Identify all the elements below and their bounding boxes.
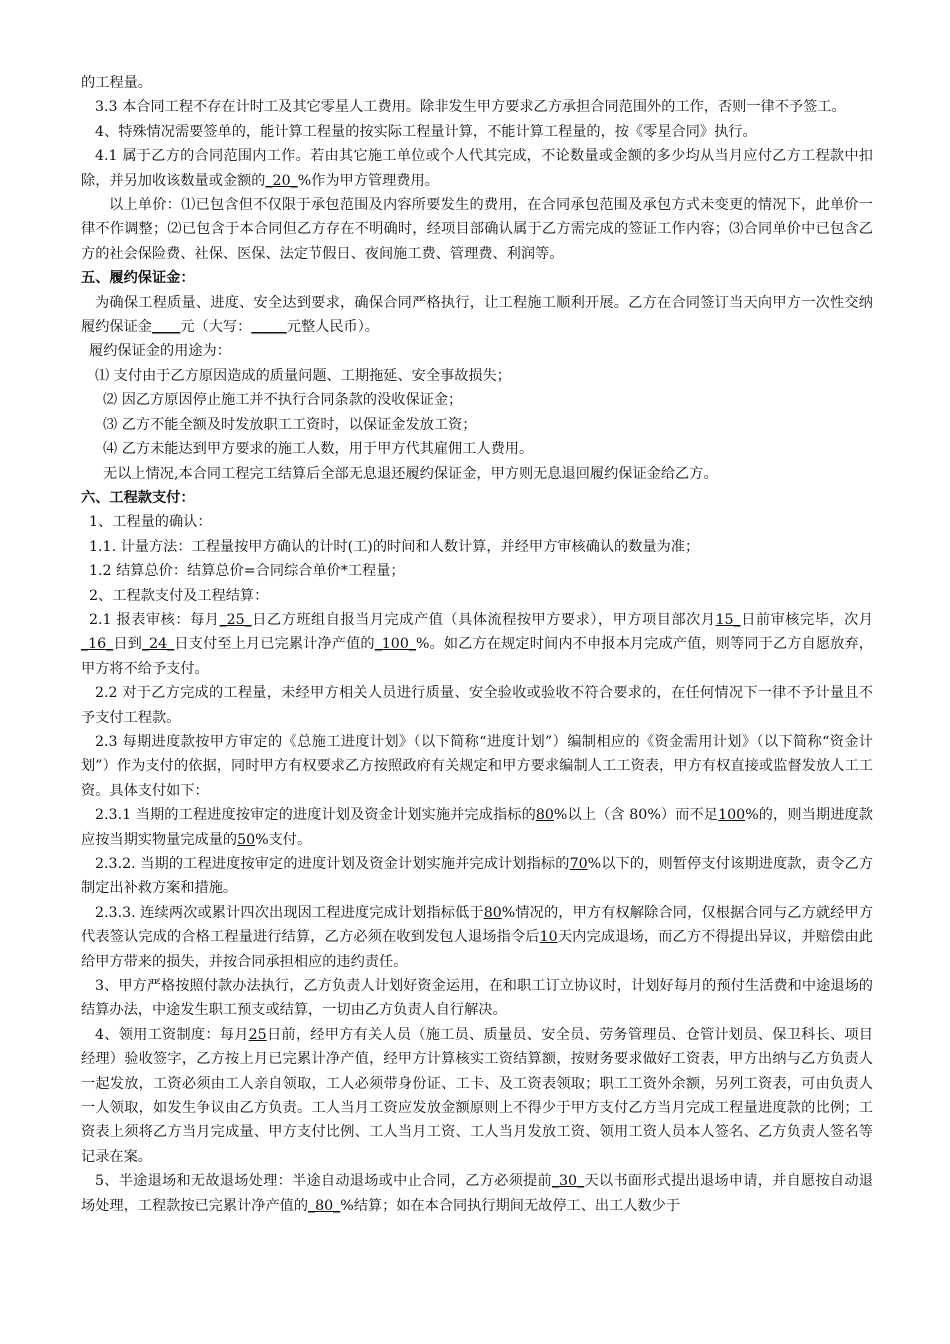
text-run: 日到	[113, 636, 142, 653]
underlined-value: 100	[718, 807, 746, 824]
paragraph	[81, 339, 873, 363]
paragraph	[81, 584, 873, 608]
text-run: 日前，经甲方有关人员（施工员、质量员、安全员、劳务管理员、仓管计划员、保卫科长、项目经理）验收签字，乙方按上月已完累计净产值，经甲方计算核实工资结算额，按财务要求做好工资表，甲方出纳与乙方负责人一起发放，工资必须由工人亲自领取，工人必须带身份证、工卡、及工资表领取；职工工资外余额，另列工资表，可由负责人一人领取，如发生争议由乙方负责。工人当月工资应发放金额原则上不得少于甲方支付乙方当月完成工程量进度款的比例；工资表上须将乙方当月完成量、甲方支付比例、工人当月工资、工人当月发放工资、领用工资人员本人签名、乙方负责人签名等记录在案。	[81, 1026, 873, 1165]
text-run: 元（大写：	[180, 319, 252, 336]
text-run: 2.3.2. 当期的工程进度按审定的进度计划及资金计划实施并完成计划指标的	[95, 856, 570, 872]
paragraph	[81, 535, 873, 559]
paragraph	[81, 364, 873, 388]
text-run: 日支付至上月已完累计净产值的	[174, 636, 375, 653]
paragraph	[81, 95, 873, 119]
text-run: 4.1 属于乙方的合同范围内工作。若由其它施工单位或个人代其完成，不论数量或金额的多少均从当月应付乙方工程款中扣除，并另加收该数量或金额的	[81, 148, 873, 189]
text-run: %以下的，则暂停支付该期进度款，责令乙方制定出补救方案和措施。	[81, 856, 874, 897]
paragraph	[81, 1169, 873, 1218]
text-run: ⑴ 支付由于乙方原因造成的质量问题、工期拖延、安全事故损失；	[95, 367, 511, 384]
text-run: 的工程量。	[81, 75, 152, 91]
paragraph	[81, 510, 873, 534]
text-run: 2.3.3. 连续两次或累计四次出现因工程进度完成计划指标低于	[95, 904, 484, 921]
underlined-value: 25	[248, 1026, 267, 1043]
section-heading	[81, 266, 873, 290]
paragraph	[81, 71, 873, 95]
underlined-value: 50	[237, 831, 256, 848]
text-run: 4、领用工资制度：每月	[95, 1026, 249, 1043]
text-run: %以上（含 80%）而不足	[553, 807, 719, 824]
contract-body	[81, 71, 873, 1218]
text-run: 日前审核完毕，次月	[740, 611, 873, 628]
paragraph	[81, 559, 873, 583]
paragraph	[81, 388, 873, 412]
underlined-value: _16_	[81, 636, 114, 653]
text-run: 日乙方班组自报当月完成产值（具体流程按甲方要求），甲方项目部次月	[251, 611, 716, 628]
text-run: 履约保证金的用途为：	[89, 343, 231, 360]
text-run: 1、工程量的确认：	[89, 514, 212, 531]
underlined-value: _100_	[374, 636, 416, 653]
paragraph	[81, 193, 873, 266]
text-run: 2.1 报表审核：每月	[89, 611, 220, 628]
section-heading	[81, 486, 873, 510]
underlined-value: _80_	[308, 1197, 341, 1214]
underlined-value: 80	[535, 807, 554, 824]
text-run: 五、履约保证金：	[81, 270, 195, 287]
text-run: ⑷ 乙方未能达到甲方要求的施工人数，用于甲方代其雇佣工人费用。	[103, 441, 534, 458]
paragraph	[81, 974, 873, 1023]
text-run: 3、甲方严格按照付款办法执行，乙方负责人计划好资金运用，在和职工订立协议时，计划好每月的预付生活费和中途退场的结算办法，中途发生职工预支或结算，一切由乙方负责人自行解决。	[81, 978, 873, 1019]
paragraph	[81, 852, 873, 901]
underlined-value: _20_	[265, 172, 298, 189]
text-run: 1.1. 计量方法：工程量按甲方确认的计时(工)的时间和人数计算，并经甲方审核确认的数量为准；	[89, 538, 700, 555]
text-run: 4、特殊情况需要签单的，能计算工程量的按实际工程量计算，不能计算工程量的，按《零星合同》执行。	[95, 123, 757, 140]
paragraph	[81, 681, 873, 730]
text-run: 以上单价：⑴已包含但不仅限于承包范围及内容所要发生的费用，在合同承包范围及承包方式未变更的情况下，此单价一律不作调整；⑵已包含于本合同但乙方存在不明确时，经项目部确认属于乙方需完成的签证工作内容；⑶合同单价中已包含乙方的社会保险费、社保、医保、法定节假日、夜间施工费、管理费、利润等。	[81, 197, 873, 262]
underlined-value: _24_	[142, 636, 175, 653]
paragraph	[81, 730, 873, 803]
text-run: 5、半途退场和无故退场处理：半途自动退场或中止合同，乙方必须提前	[95, 1173, 552, 1190]
text-run: 2.3 每期进度款按甲方审定的《总施工进度计划》（以下简称“进度计划”）编制相应的《资金需用计划》（以下简称“资金计划”）作为支付的依据，同时甲方有权要求乙方按照政府有关规定和甲方要求编制人工工资表，甲方有权直接或监督发放人工工资。具体支付如下：	[81, 733, 873, 799]
underlined-value: 15_	[715, 611, 741, 628]
text-run: 2.2 对于乙方完成的工程量，未经甲方相关人员进行质量、安全验收或验收不符合要求的，在任何情况下一律不予计量且不予支付工程款。	[81, 685, 873, 726]
paragraph	[81, 901, 873, 974]
underlined-value: _____	[251, 319, 287, 336]
text-run: 天以书面形式提出退场申请，并自愿按自动退场处理，工程款按已完累计净产值的	[81, 1173, 873, 1214]
text-run: %的，则当期进度款应按当期实物量完成量的	[81, 807, 873, 848]
text-run: ⑶ 乙方不能全额及时发放职工工资时，以保证金发放工资；	[103, 416, 477, 433]
text-run: 天内完成退场，而乙方不得提出异议，并赔偿由此给甲方带来的损失，并按合同承担相应的违约责任。	[81, 929, 873, 970]
text-run: 无以上情况,本合同工程完工结算后全部无息退还履约保证金，甲方则无息退回履约保证金给乙方。	[103, 465, 718, 482]
paragraph	[81, 803, 873, 852]
text-run: 2.3.1 当期的工程进度按审定的进度计划及资金计划实施并完成指标的	[95, 807, 536, 824]
text-run: 六、工程款支付：	[81, 489, 195, 506]
underlined-value: _25_	[219, 611, 252, 628]
underlined-value: 70	[569, 856, 588, 872]
text-run: %。如乙方在规定时间内不申报本月完成产值，则等同于乙方自愿放弃，甲方将不给予支付。	[81, 636, 873, 677]
text-run: 为确保工程质量、进度、安全达到要求，确保合同严格执行，让工程施工顺利开展。乙方在合同签订当天向甲方一次性交纳履约保证金	[81, 294, 873, 336]
text-run: %结算；如在本合同执行期间无故停工、出工人数少于	[340, 1197, 681, 1214]
text-run: %情况的，甲方有权解除合同，仅根据合同与乙方就经甲方代表签认完成的合格工程量进行结算，乙方必须在收到发包人退场指令后	[81, 904, 874, 946]
text-run: 1.2 结算总价：结算总价=合同综合单价*工程量；	[89, 563, 405, 580]
paragraph	[81, 291, 873, 340]
paragraph	[81, 608, 873, 681]
paragraph	[81, 413, 873, 437]
underlined-value: _30_	[551, 1173, 585, 1190]
paragraph	[81, 462, 873, 486]
underlined-value: 80	[483, 904, 502, 921]
text-run: %作为甲方管理费用。	[297, 172, 439, 189]
text-run: 元整人民币）。	[286, 319, 379, 336]
paragraph	[81, 144, 873, 193]
text-run: %支付。	[255, 831, 312, 848]
paragraph	[81, 437, 873, 461]
underlined-value: ____	[151, 319, 181, 336]
text-run: 2、工程款支付及工程结算：	[89, 587, 269, 604]
underlined-value: 10	[539, 929, 558, 946]
text-run: ⑵ 因乙方原因停止施工并不执行合同条款的没收保证金；	[103, 392, 463, 409]
paragraph	[81, 1023, 873, 1169]
text-run: 3.3 本合同工程不存在计时工及其它零星人工费用。除非发生甲方要求乙方承担合同范围外的工作，否则一律不予签工。	[95, 99, 846, 116]
paragraph	[81, 120, 873, 144]
